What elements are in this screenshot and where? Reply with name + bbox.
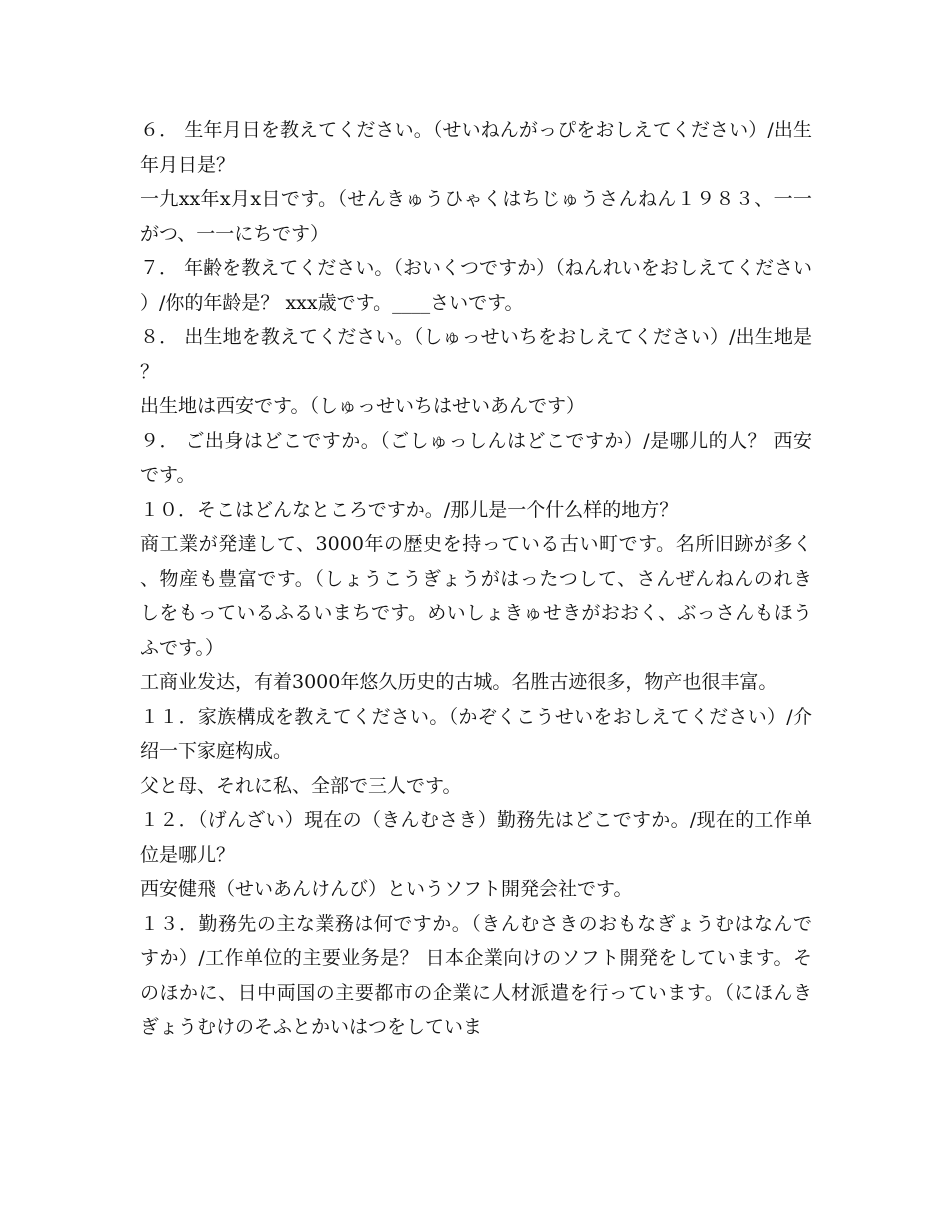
paragraph-q12: １２．（げんざい）現在の（きんむさき）勤務先はどこですか。/现在的工作单位是哪儿？ [140, 809, 812, 866]
paragraph-q10: １０．そこはどんなところですか。/那儿是一个什么样的地方？ [140, 498, 679, 521]
paragraph-q6: ６． 生年月日を教えてください。（せいねんがっぴをおしえてください）/出生年月日是？ [140, 119, 812, 176]
paragraph-q9: ９． ご出身はどこですか。（ごしゅっしんはどこですか）/是哪儿的人？ 西安です。 [140, 429, 812, 486]
paragraph-a12: 西安健飛（せいあんけんび）というソフト開発会社です。 [140, 878, 633, 900]
paragraph-q7: ７． 年齢を教えてください。（おいくつですか）（ねんれいをおしえてください）/你的年龄是？ xxx歳です。____さいです。 [140, 257, 812, 314]
paragraph-q13: １３．勤務先の主な業務は何ですか。（きんむさきのおもなぎょうむはなんですか）/工作单位的主要业务是？ 日本企業向けのソフト開発をしています。そのほかに、日中両国の主要都市の企業に人材派遣を行っています。（にほんきぎょうむけのそふとかいはつをしていま [140, 912, 812, 1038]
paragraph-q11: １１．家族構成を教えてください。（かぞくこうせいをおしえてください）/介绍一下家庭构成。 [140, 705, 812, 762]
paragraph-q8: ８． 出生地を教えてください。（しゅっせいちをおしえてください）/出生地是？ [140, 326, 812, 383]
paragraph-a10-jp: 商工業が発達して、3000年の歴史を持っている古い町です。名所旧跡が多く、物産も豊富です。（しょうこうぎょうがはったつして、さんぜんねんのれきしをもっているふるいまちです。めいしょきゅせきがおおく、ぶっさんもほうふです。） [140, 533, 812, 659]
paragraph-a10-cn: 工商业发达，有着3000年悠久历史的古城。名胜古迹很多，物产也很丰富。 [140, 671, 778, 693]
paragraph-a8: 出生地は西安です。（しゅっせいちはせいあんです） [140, 395, 585, 417]
paragraph-a6: 一九xx年x月x日です。（せんきゅうひゃくはちじゅうさんねん１９８３、一一がつ、一一にちです） [140, 188, 812, 245]
document-body [140, 113, 812, 1045]
paragraph-a11: 父と母、それに私、全部で三人です。 [140, 774, 462, 797]
